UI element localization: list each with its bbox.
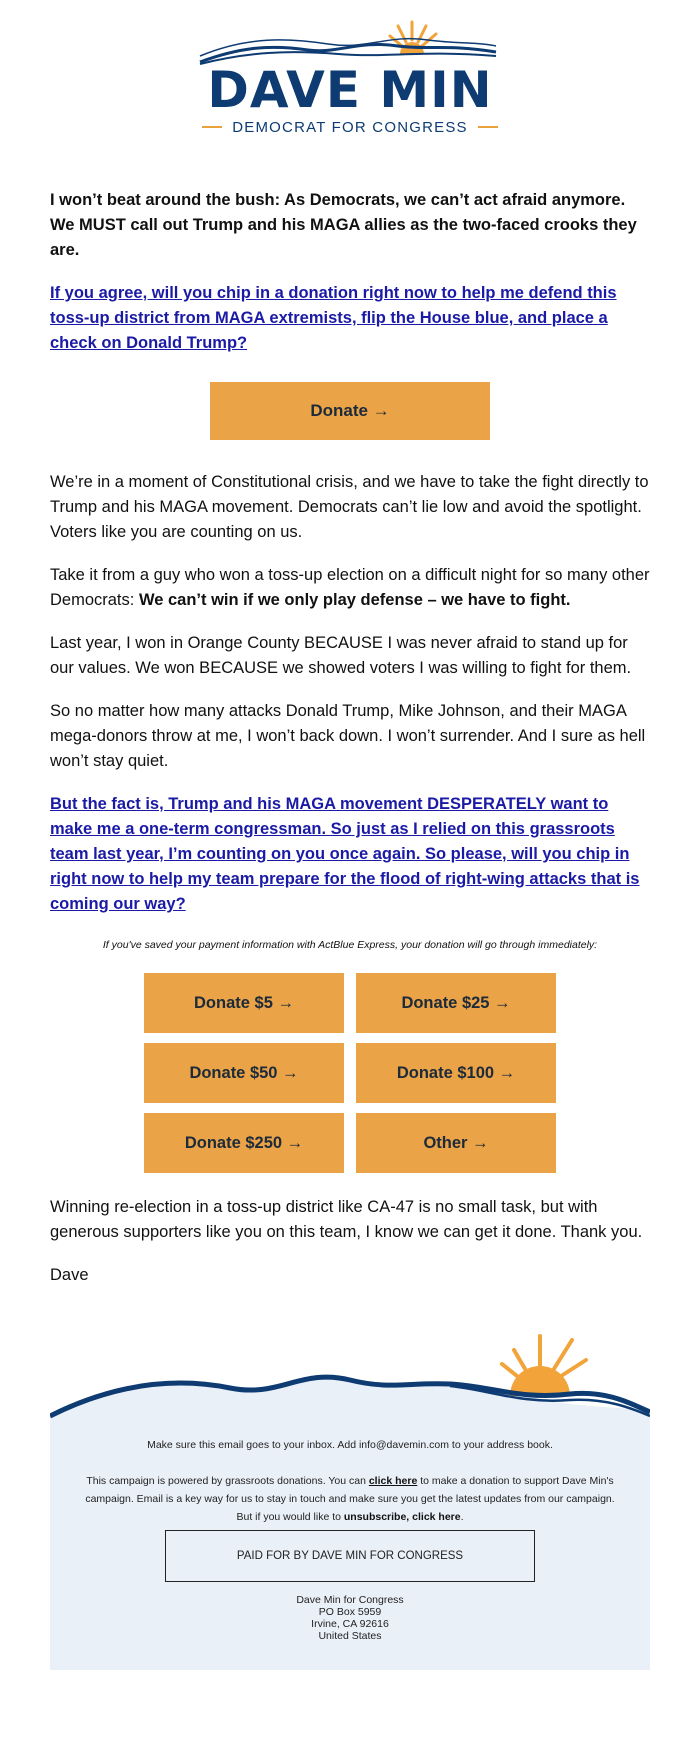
inbox-note: Make sure this email goes to your inbox. Add info@davemin.com to your address book. xyxy=(147,1439,553,1451)
donate-row xyxy=(144,973,556,1033)
donate-row xyxy=(144,1113,556,1173)
paragraph-2-text: Take it from a guy who won a toss-up election on a difficult night for so many other Democrats: xyxy=(50,566,650,609)
lead-paragraph: I won’t beat around the bush: As Democrats, we can’t act afraid anymore. We MUST call out Trump and his MAGA allies as the two-faced crooks they are. xyxy=(50,191,637,259)
powered-text-2: to make a donation to support Dave Min's campaign. Email is a key way for us to stay in touch and make sure you get the latest updates from our campaign. But if you would like to xyxy=(85,1475,615,1523)
donate-100-button[interactable]: Donate $100 → xyxy=(356,1043,556,1103)
email-footer xyxy=(50,1324,650,1670)
address-line: United States xyxy=(318,1630,382,1642)
donate-link-2[interactable]: But the fact is, Trump and his MAGA movement DESPERATELY want to make me a one-term congressman. So just as I relied on this grassroots team last year, I’m counting on you once again. So please, will you chip in right now to help my team prepare for the flood of right-wing attacks that is coming our way? xyxy=(50,795,640,913)
tagline-dash-right xyxy=(478,126,498,128)
donate-row xyxy=(144,1043,556,1103)
donate-250-button[interactable]: Donate $250 → xyxy=(144,1113,344,1173)
email-container xyxy=(50,0,650,1670)
footer-hills-sun-icon xyxy=(50,1324,650,1434)
paragraph-2-bold: We can’t win if we only play defense – we have to fight. xyxy=(138,591,571,609)
actblue-express-note: If you've saved your payment information with ActBlue Express, your donation will go through immediately: xyxy=(102,939,598,951)
main-cta xyxy=(50,382,650,440)
powered-text-3: . xyxy=(460,1511,464,1523)
donate-button[interactable]: Donate → xyxy=(210,382,490,440)
donate-5-button[interactable]: Donate $5 → xyxy=(144,973,344,1033)
paragraph-4: So no matter how many attacks Donald Trump, Mike Johnson, and their MAGA mega-donors throw at me, I won’t back down. I won’t surrender. And I sure as hell won’t stay quiet. xyxy=(50,702,646,770)
powered-by-note xyxy=(80,1472,620,1526)
unsubscribe-link[interactable]: unsubscribe, click here xyxy=(343,1511,461,1523)
paragraph-2 xyxy=(50,563,650,613)
logo-tagline-text: DEMOCRAT FOR CONGRESS xyxy=(232,119,468,136)
footer-body xyxy=(50,1434,650,1670)
address-line: PO Box 5959 xyxy=(318,1606,382,1618)
logo-name: DAVE MIN xyxy=(207,61,493,119)
donate-25-button[interactable]: Donate $25 → xyxy=(356,973,556,1033)
paragraph-1: We’re in a moment of Constitutional crisis, and we have to take the fight directly to Trump and his MAGA movement. Democrats can’t lie low and avoid the spotlight. Voters like you are counting on us. xyxy=(50,473,649,541)
paid-for-disclaimer: PAID FOR BY DAVE MIN FOR CONGRESS xyxy=(165,1530,535,1582)
donate-other-button[interactable]: Other → xyxy=(356,1113,556,1173)
address-line: Dave Min for Congress xyxy=(296,1594,404,1606)
paragraph-5: Winning re-election in a toss-up district like CA-47 is no small task, but with generous supporters like you on this team, I know we can get it done. Thank you. xyxy=(50,1198,643,1241)
donate-amount-grid xyxy=(144,973,556,1173)
campaign-logo xyxy=(50,0,650,150)
click-here-donate-link[interactable]: click here xyxy=(368,1475,418,1487)
signature: Dave xyxy=(50,1266,89,1284)
powered-text-1: This campaign is powered by grassroots donations. You can xyxy=(86,1475,369,1487)
email-body xyxy=(50,150,650,1288)
donate-50-button[interactable]: Donate $50 → xyxy=(144,1043,344,1103)
address-line: Irvine, CA 92616 xyxy=(311,1618,389,1630)
tagline-dash-left xyxy=(202,126,222,128)
donate-link-paragraph-2 xyxy=(50,792,650,917)
mailing-address xyxy=(50,1594,650,1642)
donate-link-1[interactable]: If you agree, will you chip in a donation right now to help me defend this toss-up district from MAGA extremists, flip the House blue, and place a check on Donald Trump? xyxy=(50,284,617,352)
paragraph-3: Last year, I won in Orange County BECAUSE I was never afraid to stand up for our values. We won BECAUSE we showed voters I was willing to fight for them. xyxy=(50,634,632,677)
logo-tagline xyxy=(50,119,650,137)
donate-link-paragraph-1 xyxy=(50,281,650,356)
